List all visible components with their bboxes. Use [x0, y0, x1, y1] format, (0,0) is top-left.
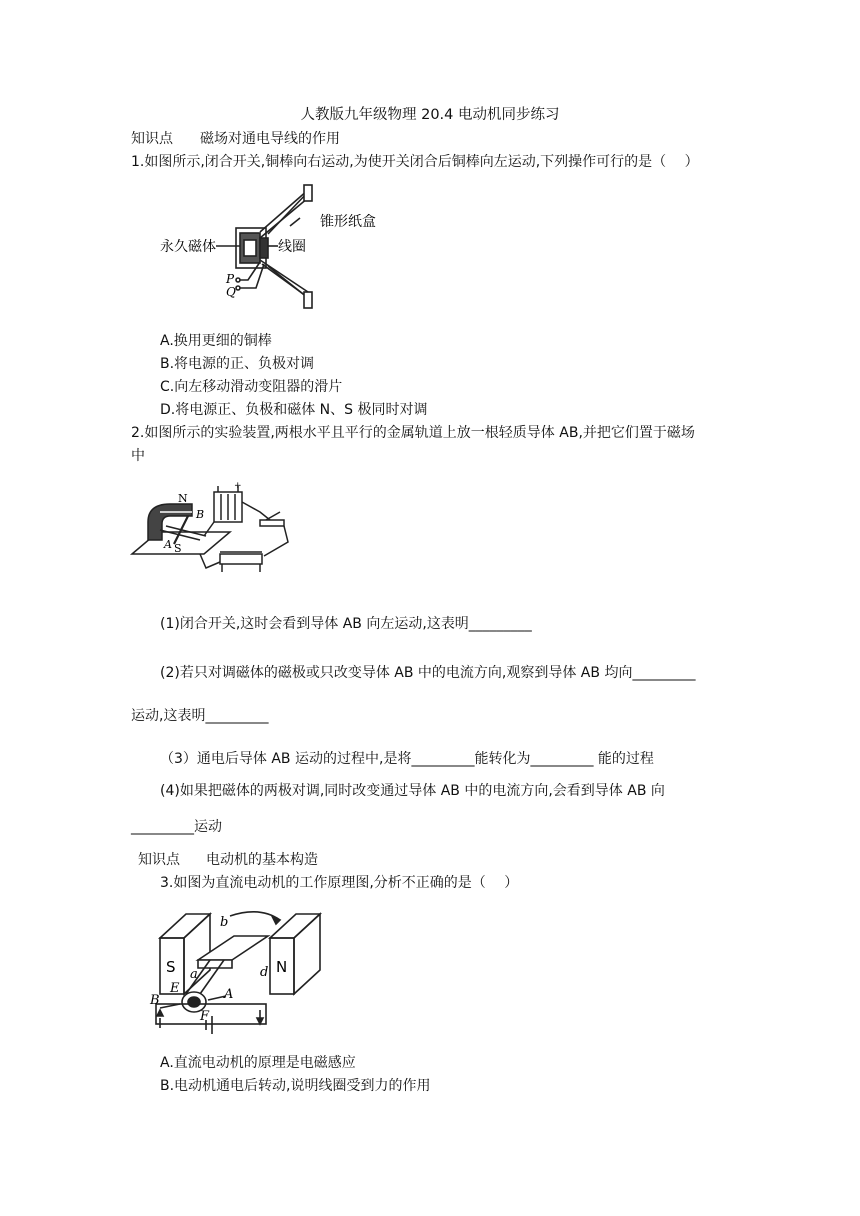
f-label: F: [200, 1009, 210, 1024]
question-1-option-b: B.将电源的正、负极对调: [160, 356, 315, 372]
question-2-figure: [130, 482, 300, 582]
section-topic: 电动机的基本构造: [206, 852, 318, 868]
plus-label: +: [234, 481, 242, 491]
question-2-stem-continued: 中: [131, 448, 145, 464]
question-1-figure: [160, 180, 376, 315]
coil-label: 线圈: [278, 239, 306, 255]
b-end-label: B: [196, 508, 205, 521]
question-2-sub-2-continued: 运动,这表明_________: [131, 708, 269, 724]
p-label: P: [226, 272, 235, 286]
question-1-option-c: C.向左移动滑动变阻器的滑片: [160, 379, 343, 395]
question-3-option-a: A.直流电动机的原理是电磁感应: [160, 1055, 356, 1071]
cone-label: 锥形纸盒: [320, 214, 376, 230]
question-1-option-d: D.将电源正、负极和磁体 N、S 极同时对调: [160, 402, 428, 418]
question-2-sub-4-continued: _________运动: [131, 819, 222, 835]
question-2-stem: 2.如图所示的实验装置,两根水平且平行的金属轨道上放一根轻质导体 AB,并把它们置于磁场: [131, 425, 695, 441]
s-pole-label: S: [174, 542, 182, 555]
question-2-sub-4: (4)如果把磁体的两极对调,同时改变通过导体 AB 中的电流方向,会看到导体 AB 向: [160, 783, 665, 799]
coil-b-label: b: [220, 915, 229, 930]
question-3-stem: 3.如图为直流电动机的工作原理图,分析不正确的是（ ）: [160, 875, 519, 891]
question-3-option-b: B.电动机通电后转动,说明线圈受到力的作用: [160, 1078, 431, 1094]
rail-apparatus-diagram: [130, 482, 300, 582]
n-pole-label: N: [178, 492, 188, 505]
question-2-sub-3: （3）通电后导体 AB 运动的过程中,是将_________能转化为_________ 能的过程: [160, 751, 654, 767]
section-label: 知识点: [138, 852, 180, 868]
e-label: E: [170, 981, 180, 996]
coil-d-label: d: [260, 965, 269, 980]
q-label: Q: [226, 285, 236, 299]
question-2-sub-1: (1)闭合开关,这时会看到导体 AB 向左运动,这表明_________: [160, 616, 532, 632]
speaker-diagram: [160, 180, 376, 315]
page-title: 人教版九年级物理 20.4 电动机同步练习: [300, 107, 560, 123]
section-label: 知识点: [131, 131, 173, 147]
dc-motor-diagram: [130, 896, 325, 1046]
brush-b-label: B: [150, 993, 160, 1008]
question-3-figure: [130, 896, 325, 1046]
brush-a-label: A: [224, 987, 234, 1002]
s-pole-label: S: [166, 958, 176, 976]
question-1-stem: 1.如图所示,闭合开关,铜棒向右运动,为使开关闭合后铜棒向左运动,下列操作可行的是（ ）: [131, 154, 699, 170]
n-pole-label: N: [276, 958, 288, 976]
a-end-label: A: [164, 538, 172, 551]
coil-a-label: a: [190, 967, 198, 982]
section-topic: 磁场对通电导线的作用: [200, 131, 340, 147]
magnet-label: 永久磁体: [160, 239, 216, 255]
question-1-option-a: A.换用更细的铜棒: [160, 333, 272, 349]
question-2-sub-2: (2)若只对调磁体的磁极或只改变导体 AB 中的电流方向,观察到导体 AB 均向_________: [160, 665, 696, 681]
